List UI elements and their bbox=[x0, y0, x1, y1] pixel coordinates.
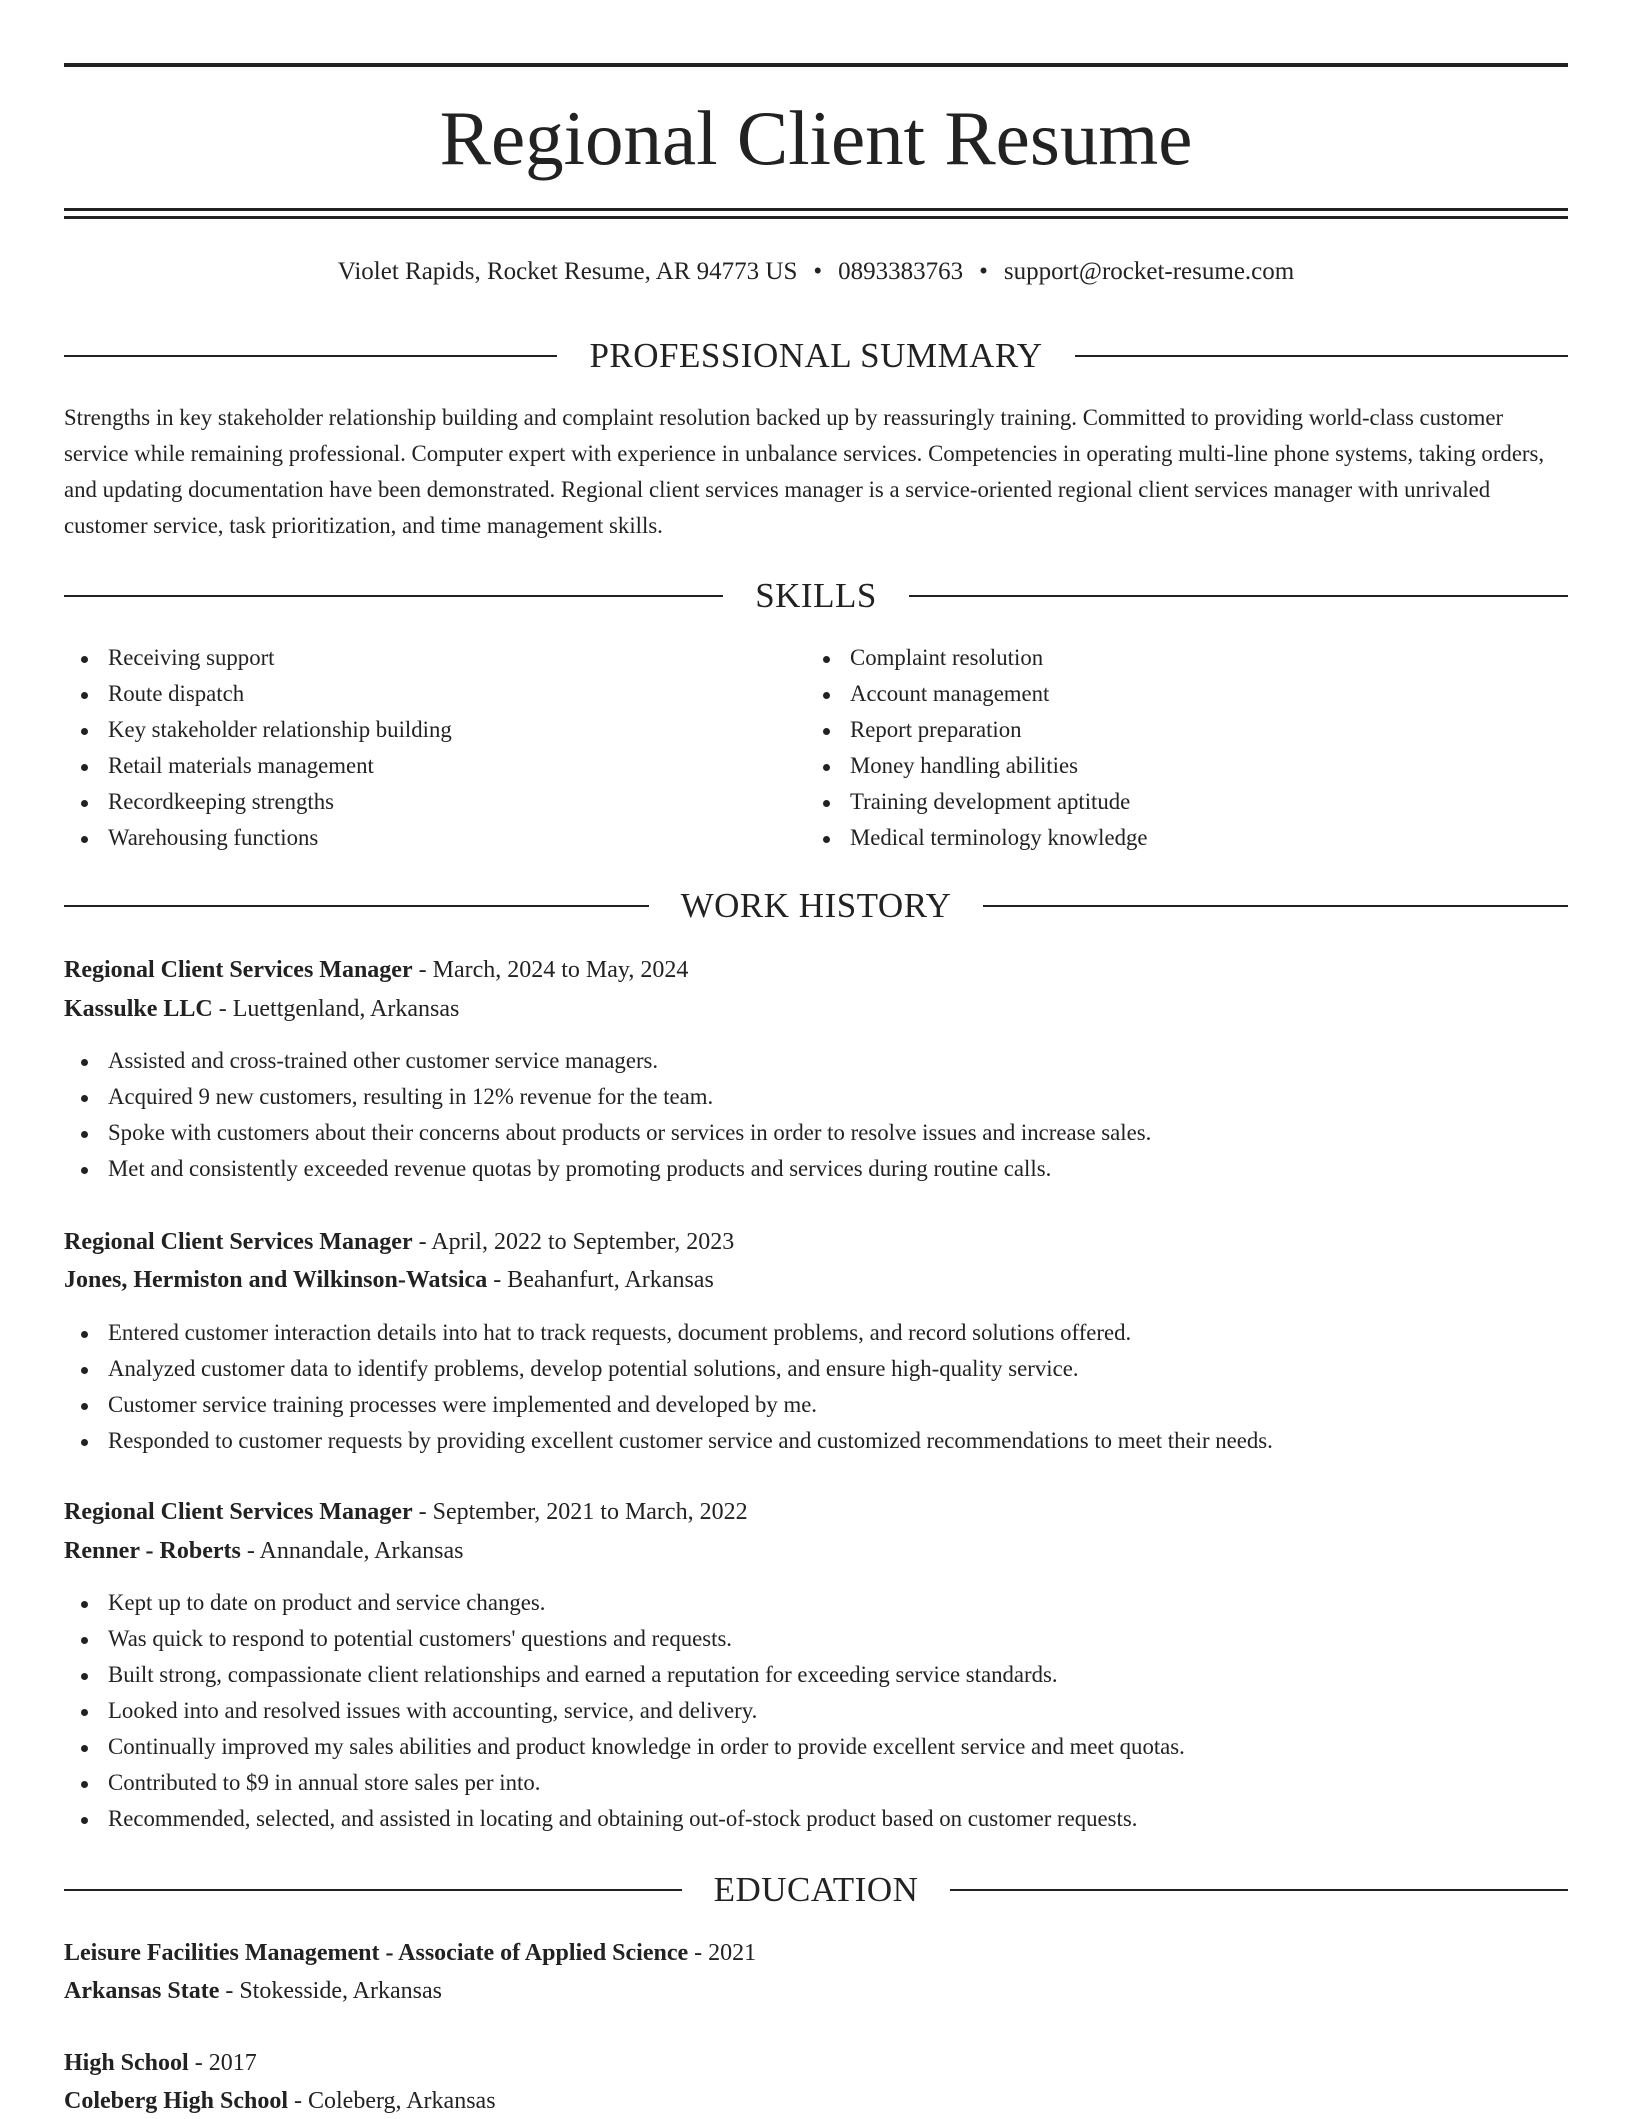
education-school-line bbox=[64, 1973, 442, 2009]
job-bullet: Acquired 9 new customers, resulting in 12% revenue for the team. bbox=[64, 1079, 1568, 1115]
skill-item: Training development aptitude bbox=[806, 784, 1506, 820]
job-bullets bbox=[64, 1585, 1568, 1837]
job-title: Regional Client Services Manager bbox=[64, 1229, 413, 1255]
skills-list-right bbox=[806, 640, 1506, 856]
education-school: Arkansas State bbox=[64, 1978, 220, 2004]
skill-item: Report preparation bbox=[806, 712, 1506, 748]
job-company: Jones, Hermiston and Wilkinson-Watsica bbox=[64, 1267, 488, 1293]
job-bullets bbox=[64, 1043, 1568, 1187]
contact-separator: • bbox=[813, 258, 823, 285]
education-school: Coleberg High School bbox=[64, 2088, 289, 2114]
skill-item: Money handling abilities bbox=[806, 748, 1506, 784]
contact-separator: • bbox=[979, 258, 988, 285]
job-company: Renner - Roberts bbox=[64, 1538, 241, 1564]
contact-email[interactable]: support@rocket-resume.com bbox=[1003, 258, 1295, 285]
skill-item: Account management bbox=[806, 676, 1506, 712]
job-dates: - April, 2022 to September, 2023 bbox=[412, 1229, 735, 1255]
summary-text: Strengths in key stakeholder relationship building and complaint resolution backed up by reassuringly training. Committed to providing world-class customer service while remaining professional. Computer expert with experience in unbalance services. Competencies in operating multi-line phone systems, taking orders, and updating documentation have been demonstrated. Regional client services manager is a service-oriented regional client services manager with unrivaled customer service, task prioritization, and time management skills. bbox=[64, 405, 1545, 538]
education-year: - 2017 bbox=[188, 2050, 257, 2076]
page-title: Regional Client Resume bbox=[439, 95, 1193, 181]
contact-phone: 0893383763 bbox=[838, 258, 964, 285]
heading-rule bbox=[64, 905, 649, 907]
skill-item: Warehousing functions bbox=[64, 820, 764, 856]
job-title-line bbox=[64, 1224, 734, 1260]
job-title-line bbox=[64, 1494, 748, 1530]
contact-address: Violet Rapids, Rocket Resume, AR 94773 US bbox=[337, 258, 798, 285]
skills-heading-text: SKILLS bbox=[755, 576, 877, 615]
job-title: Regional Client Services Manager bbox=[64, 957, 413, 983]
job-bullet: Recommended, selected, and assisted in locating and obtaining out-of-stock product based on customer requests. bbox=[64, 1801, 1568, 1837]
job-bullet: Entered customer interaction details into hat to track requests, document problems, and record solutions offered. bbox=[64, 1315, 1568, 1351]
education-degree-line bbox=[64, 2045, 257, 2081]
job-dates: - September, 2021 to March, 2022 bbox=[412, 1499, 748, 1525]
job-bullet: Built strong, compassionate client relationships and earned a reputation for exceeding service standards. bbox=[64, 1657, 1568, 1693]
education-location: - Coleberg, Arkansas bbox=[288, 2088, 496, 2114]
job-bullet: Met and consistently exceeded revenue quotas by promoting products and services during routine calls. bbox=[64, 1151, 1568, 1187]
job-bullet: Was quick to respond to potential customers' questions and requests. bbox=[64, 1621, 1568, 1657]
title-rule-lower bbox=[64, 216, 1568, 219]
job-company-line bbox=[64, 1262, 714, 1298]
heading-rule bbox=[950, 1889, 1568, 1891]
job-company-line bbox=[64, 991, 459, 1027]
job-bullet: Customer service training processes were implemented and developed by me. bbox=[64, 1387, 1568, 1423]
education-degree: High School bbox=[64, 2050, 189, 2076]
skill-item: Retail materials management bbox=[64, 748, 764, 784]
summary-heading-text: PROFESSIONAL SUMMARY bbox=[589, 336, 1043, 375]
skills-list-left bbox=[64, 640, 764, 856]
job-bullet: Looked into and resolved issues with accounting, service, and delivery. bbox=[64, 1693, 1568, 1729]
heading-rule bbox=[64, 1889, 682, 1891]
job-bullet: Responded to customer requests by providing excellent customer service and customized recommendations to meet their needs. bbox=[64, 1423, 1568, 1459]
job-company-line bbox=[64, 1533, 463, 1569]
job-bullet: Kept up to date on product and service changes. bbox=[64, 1585, 1568, 1621]
job-location: - Luettgenland, Arkansas bbox=[212, 996, 460, 1022]
work-heading-text: WORK HISTORY bbox=[680, 886, 952, 925]
top-rule bbox=[64, 63, 1568, 67]
job-bullet: Spoke with customers about their concerns about products or services in order to resolve issues and increase sales. bbox=[64, 1115, 1568, 1151]
job-bullets bbox=[64, 1315, 1568, 1459]
education-location: - Stokesside, Arkansas bbox=[219, 1978, 442, 2004]
skill-item: Complaint resolution bbox=[806, 640, 1506, 676]
job-bullet: Contributed to $9 in annual store sales per into. bbox=[64, 1765, 1568, 1801]
skill-item: Medical terminology knowledge bbox=[806, 820, 1506, 856]
education-degree: Leisure Facilities Management - Associate of Applied Science bbox=[64, 1940, 689, 1966]
job-bullet: Continually improved my sales abilities and product knowledge in order to provide excellent service and meet quotas. bbox=[64, 1729, 1568, 1765]
skill-item: Receiving support bbox=[64, 640, 764, 676]
education-heading-text: EDUCATION bbox=[713, 1870, 919, 1909]
job-location: - Annandale, Arkansas bbox=[240, 1538, 464, 1564]
skill-item: Key stakeholder relationship building bbox=[64, 712, 764, 748]
job-bullet: Assisted and cross-trained other customer service managers. bbox=[64, 1043, 1568, 1079]
heading-rule bbox=[909, 595, 1568, 597]
heading-rule bbox=[983, 905, 1568, 907]
heading-rule bbox=[1075, 355, 1568, 357]
job-company: Kassulke LLC bbox=[64, 996, 213, 1022]
skill-item: Route dispatch bbox=[64, 676, 764, 712]
summary-heading bbox=[64, 334, 1568, 378]
contact-line bbox=[64, 254, 1568, 290]
work-heading bbox=[64, 884, 1568, 928]
heading-rule bbox=[64, 355, 557, 357]
education-degree-line bbox=[64, 1935, 756, 1971]
heading-rule bbox=[64, 595, 723, 597]
job-dates: - March, 2024 to May, 2024 bbox=[412, 957, 689, 983]
title-rule-upper bbox=[64, 208, 1568, 211]
skill-item: Recordkeeping strengths bbox=[64, 784, 764, 820]
skills-heading bbox=[64, 574, 1568, 618]
education-year: - 2021 bbox=[688, 1940, 757, 1966]
education-heading bbox=[64, 1868, 1568, 1912]
job-title-line bbox=[64, 952, 688, 988]
education-school-line bbox=[64, 2083, 496, 2119]
job-location: - Beahanfurt, Arkansas bbox=[487, 1267, 714, 1293]
job-title: Regional Client Services Manager bbox=[64, 1499, 413, 1525]
job-bullet: Analyzed customer data to identify problems, develop potential solutions, and ensure high-quality service. bbox=[64, 1351, 1568, 1387]
